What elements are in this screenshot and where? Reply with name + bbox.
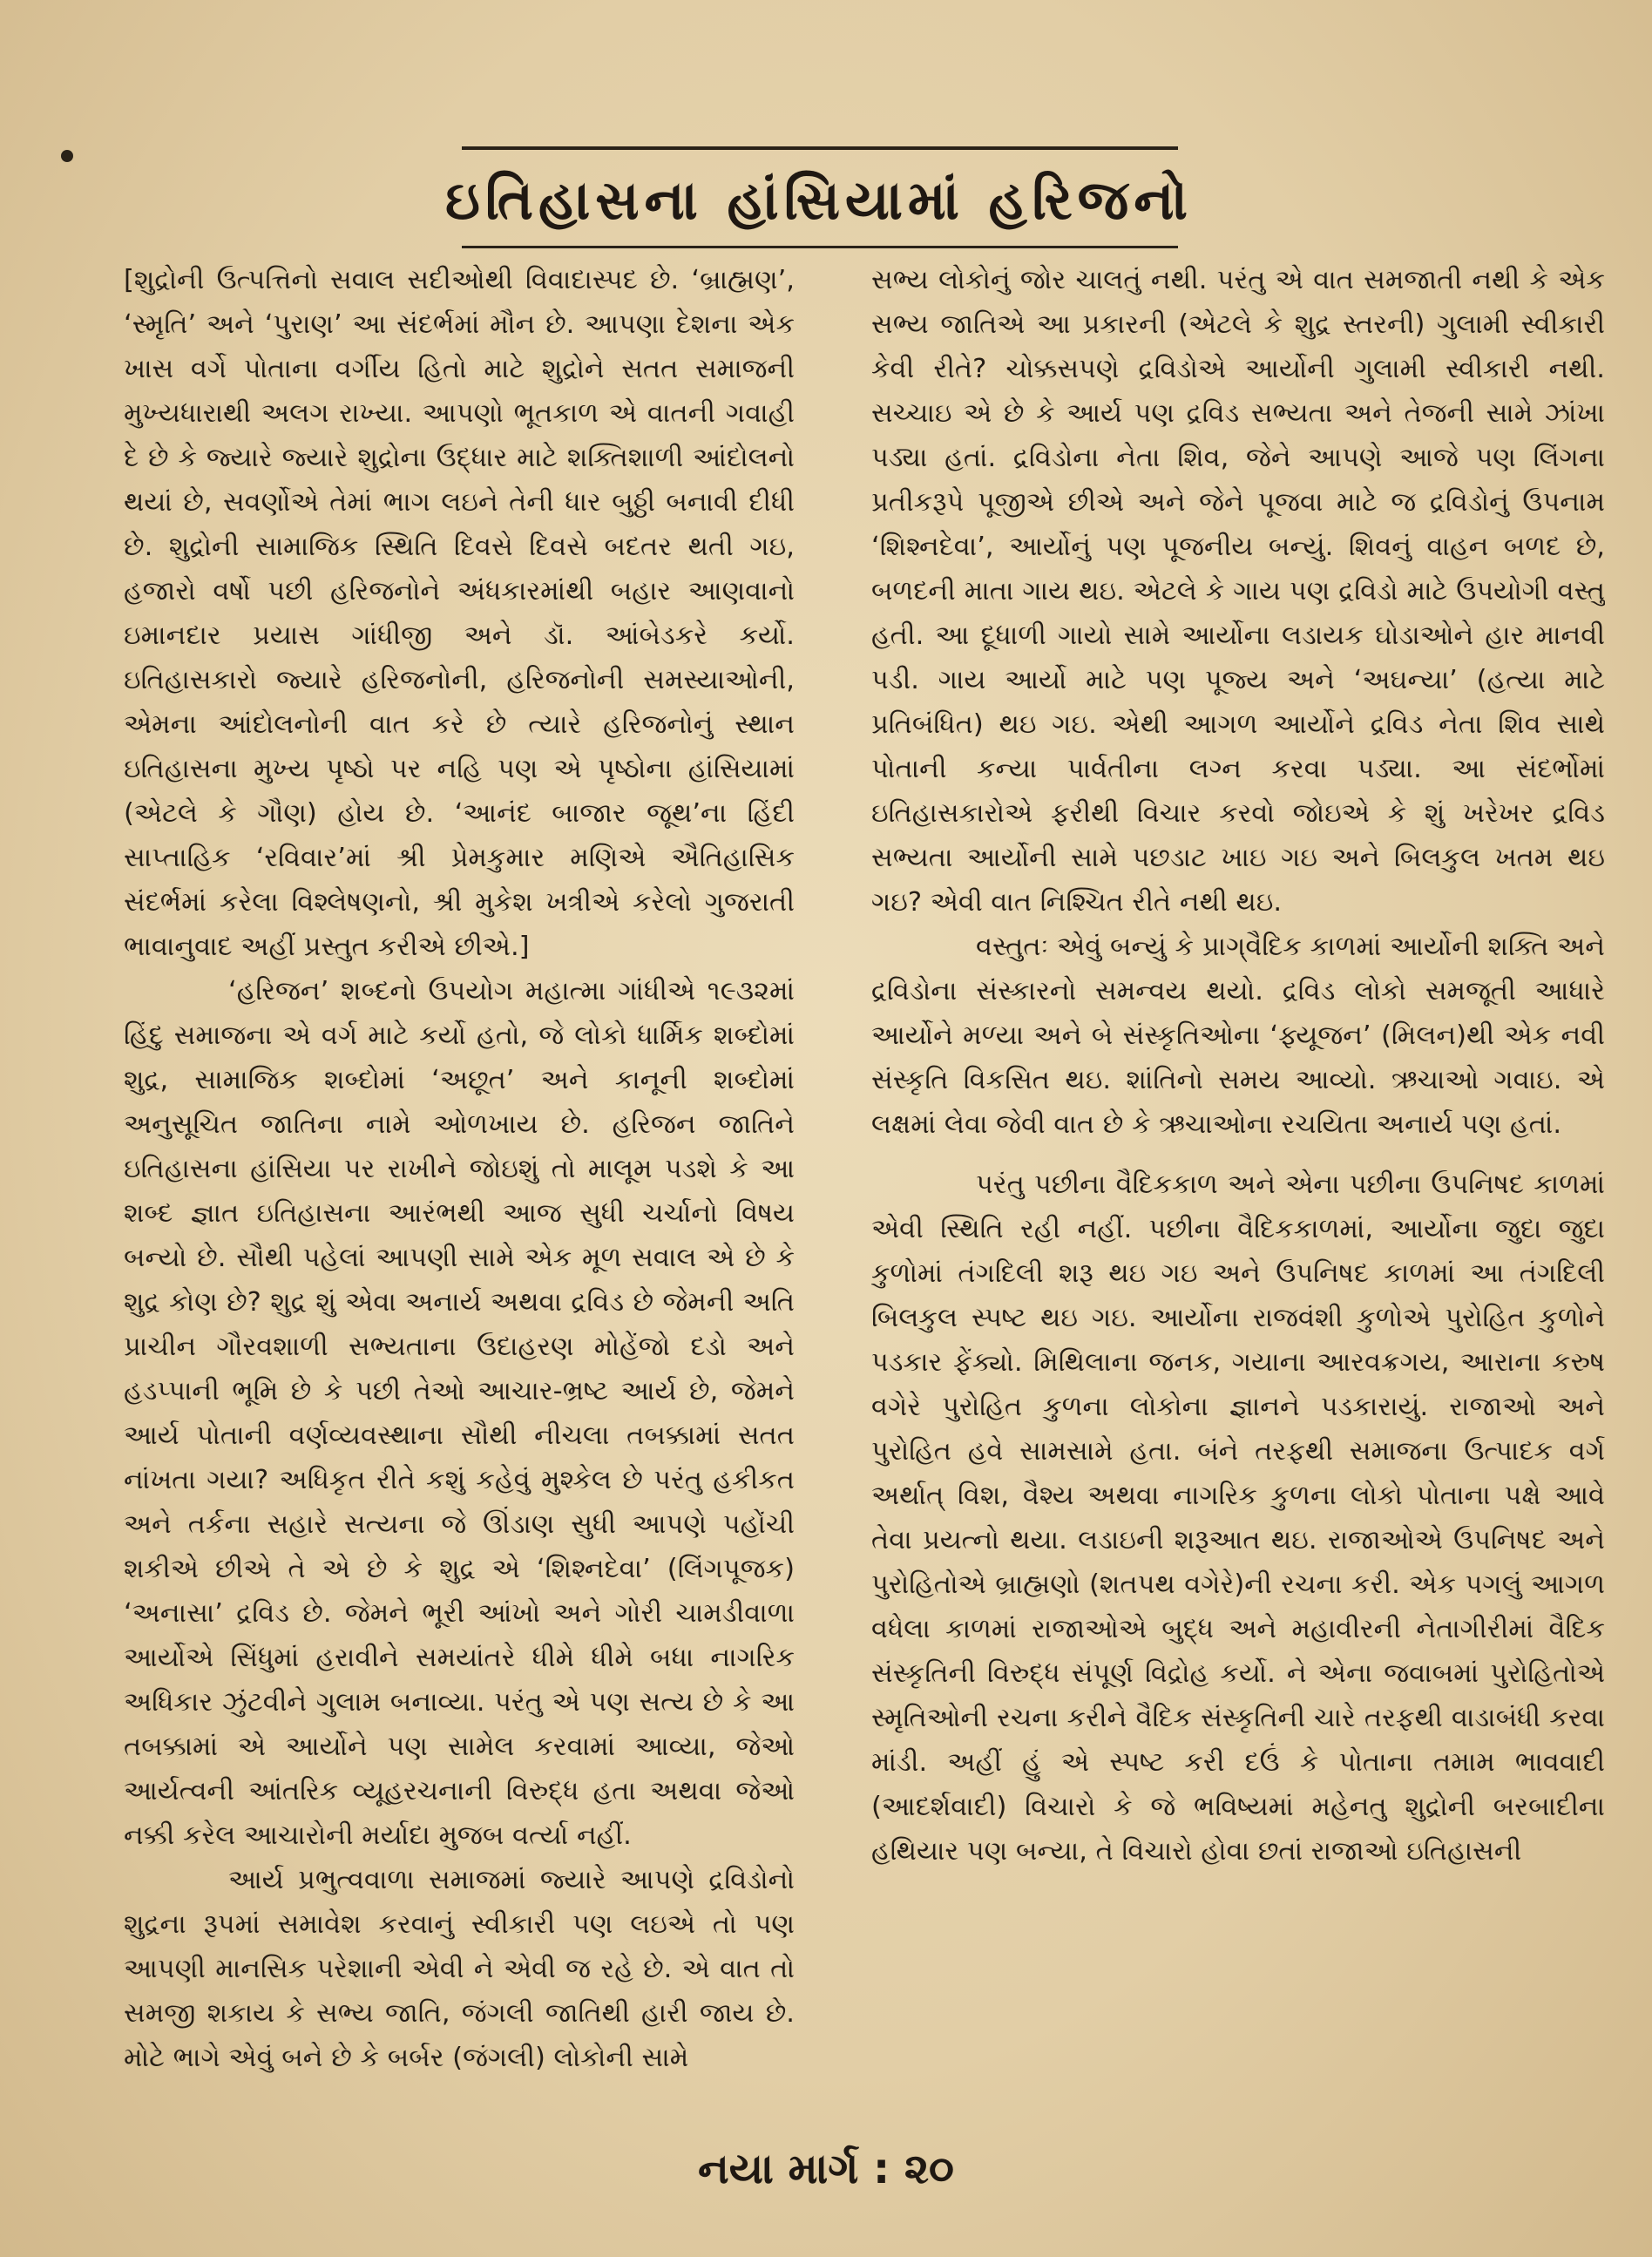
body-paragraph: ‘હરિજન’ શબ્દનો ઉપયોગ મહાત્મા ગાંધીએ ૧૯૩૨માં હિંદુ સમાજના એ વર્ગ માટે કર્યો હતો, જે લોકો ધાર્મિક શબ્દોમાં શુદ્ર, સામાજિક શબ્દોમાં ‘અછૂત’ અને કાનૂની શબ્દોમાં અનુસૂચિત જાતિના નામે ઓળખાય છે. હરિજન જાતિને ઇતિહાસના હાંસિયા પર રાખીને જોઇશું તો માલૂમ પડશે કે આ શબ્દ જ્ઞાત ઇતિહાસના આરંભથી આજ સુધી ચર્ચાનો વિષય બન્યો છે. સૌથી પહેલાં આપણી સામે એક મૂળ સવાલ એ છે કે શુદ્ર કોણ છે? શુદ્ર શું એવા અનાર્ય અથવા દ્રવિડ છે જેમની અતિ પ્રાચીન ગૌરવશાળી સભ્યતાના ઉદાહરણ મોહેંજો દડો અને હડપ્પાની ભૂમિ છે કે પછી તેઓ આચાર-ભ્રષ્ટ આર્ય છે, જેમને આર્ય પોતાની વર્ણવ્યવસ્થાના સૌથી નીચલા તબક્કામાં સતત નાંખતા ગયા? અધિકૃત રીતે કશું કહેવું મુશ્કેલ છે પરંતુ હકીકત અને તર્કના સહારે સત્યના જે ઊંડાણ સુધી આપણે પહોંચી શકીએ છીએ તે એ છે કે શુદ્ર એ ‘શિશ્નદેવા’ (લિંગપૂજક) ‘અનાસા’ દ્રવિડ છે. જેમને ભૂરી આંખો અને ગોરી ચામડીવાળા આર્યોએ સિંધુમાં હરાવીને સમયાંતરે ધીમે ધીમે બધા નાગરિક અધિકાર ઝુંટવીને ગુલામ બનાવ્યા. પરંતુ એ પણ સત્ય છે કે આ તબક્કામાં એ આર્યોને પણ સામેલ કરવામાં આવ્યા, જેઓ આર્યત્વની આંતરિક વ્યૂહરચનાની વિરુદ્ધ હતા અથવા જેઓ નક્કી કરેલ આચારોની મર્યાદા મુજબ વર્ત્યા નહીં. [124,976,795,1851]
body-paragraph: વસ્તુતઃ એવું બન્યું કે પ્રાગ્‌વૈદિક કાળમાં આર્યોની શક્તિ અને દ્રવિડોના સંસ્કારનો સમન્વય થયો. દ્રવિડ લોકો સમજૂતી આધારે આર્યોને મળ્યા અને બે સંસ્કૃતિઓના ‘ફ્યૂજન’ (મિલન)થી એક નવી સંસ્કૃતિ વિકસિત થઇ. શાંતિનો સમય આવ્યો. ઋચાઓ ગવાઇ. એ લક્ષમાં લેવા જેવી વાત છે કે ઋચાઓના રચયિતા અનાર્ય પણ હતાં. [871,932,1605,1140]
intro-paragraph: [શુદ્રોની ઉત્પત્તિનો સવાલ સદીઓથી વિવાદાસ્પદ છે. ‘બ્રાહ્મણ’, ‘સ્મૃતિ’ અને ‘પુરાણ’ આ સંદર્ભમાં મૌન છે. આપણા દેશના એક ખાસ વર્ગે પોતાના વર્ગીય હિતો માટે શુદ્રોને સતત સમાજની મુખ્યધારાથી અલગ રાખ્યા. આપણો ભૂતકાળ એ વાતની ગવાહી દે છે કે જ્યારે જ્યારે શુદ્રોના ઉદ્ધાર માટે શક્તિશાળી આંદોલનો થયાં છે, સવર્ણોએ તેમાં ભાગ લઇને તેની ધાર બુઠ્ઠી બનાવી દીધી છે. શુદ્રોની સામાજિક સ્થિતિ દિવસે દિવસે બદતર થતી ગઇ, હજારો વર્ષો પછી હરિજનોને અંધકારમાંથી બહાર આણવાનો ઇમાનદાર પ્રયાસ ગાંધીજી અને ડૉ. આંબેડકરે કર્યો. ઇતિહાસકારો જ્યારે હરિજનોની, હરિજનોની સમસ્યાઓની, એમના આંદોલનોની વાત કરે છે ત્યારે હરિજનોનું સ્થાન ઇતિહાસના મુખ્ય પૃષ્ઠો પર નહિ પણ એ પૃષ્ઠોના હાંસિયામાં (એટલે કે ગૌણ) હોય છે. ‘આનંદ બાજાર જૂથ’ના હિંદી સાપ્તાહિક ‘રવિવાર’માં શ્રી પ્રેમકુમાર મણિએ ઐતિહાસિક સંદર્ભમાં કરેલા વિશ્લેષણનો, શ્રી મુકેશ ખત્રીએ કરેલો ગુજરાતી ભાવાનુવાદ અહીં પ્રસ્તુત કરીએ છીએ.] [124,265,795,962]
body-paragraph: પરંતુ પછીના વૈદિકકાળ અને એના પછીના ઉપનિષદ કાળમાં એવી સ્થિતિ રહી નહીં. પછીના વૈદિકકાળમાં, આર્યોના જુદા જુદા કુળોમાં તંગદિલી શરૂ થઇ ગઇ અને ઉપનિષદ કાળમાં આ તંગદિલી બિલકુલ સ્પષ્ટ થઇ ગઇ. આર્યોના રાજવંશી કુળોએ પુરોહિત કુળોને પડકાર ફેંક્યો. મિથિલાના જનક, ગયાના આરવક્રગય, આરાના કરુષ વગેરે પુરોહિત કુળના લોકોના જ્ઞાનને પડકારાયું. રાજાઓ અને પુરોહિત હવે સામસામે હતા. બંને તરફથી સમાજના ઉત્પાદક વર્ગ અર્થાત્ વિશ, વૈશ્ય અથવા નાગરિક કુળના લોકો પોતાના પક્ષે આવે તેવા પ્રયત્નો થયા. લડાઇની શરૂઆત થઇ. રાજાઓએ ઉપનિષદ અને પુરોહિતોએ બ્રાહ્મણો (શતપથ વગેરે)ની રચના કરી. એક પગલું આગળ વધેલા કાળમાં રાજાઓએ બુદ્ધ અને મહાવીરની નેતાગીરીમાં વૈદિક સંસ્કૃતિની વિરુદ્ધ સંપૂર્ણ વિદ્રોહ કર્યો. ને એના જવાબમાં પુરોહિતોએ સ્મૃતિઓની રચના કરીને વૈદિક સંસ્કૃતિની ચારે તરફથી વાડાબંધી કરવા માંડી. અહીં હું એ સ્પષ્ટ કરી દઉં કે પોતાના તમામ ભાવવાદી (આદર્શવાદી) વિચારો કે જે ભવિષ્યમાં મહેનતુ શુદ્રોની બરબાદીના હથિયાર પણ બન્યા, તે વિચારો હોવા છતાં રાજાઓ ઇતિહાસની [871,1169,1605,1867]
right-column [871,258,1605,2097]
corner-dot [61,150,73,162]
title-top-rule [462,146,1178,150]
article-title: ઇતિહાસના હાંસિયામાં હરિજનો [445,168,1193,232]
left-column [124,258,795,2097]
page-footer: નયા માર્ગ : ૨૦ [698,2145,954,2193]
body-paragraph: સભ્ય લોકોનું જોર ચાલતું નથી. પરંતુ એ વાત સમજાતી નથી કે એક સભ્ય જાતિએ આ પ્રકારની (એટલે કે શુદ્ર સ્તરની) ગુલામી સ્વીકારી કેવી રીતે? ચોક્કસપણે દ્રવિડોએ આર્યોની ગુલામી સ્વીકારી નથી. સચ્ચાઇ એ છે કે આર્ય પણ દ્રવિડ સભ્યતા અને તેજની સામે ઝાંખા પડ્યા હતાં. દ્રવિડોના નેતા શિવ, જેને આપણે આજે પણ લિંગના પ્રતીકરૂપે પૂજીએ છીએ અને જેને પૂજવા માટે જ દ્રવિડોનું ઉપનામ ‘શિશ્નદેવા’, આર્યોનું પણ પૂજનીય બન્યું. શિવનું વાહન બળદ છે, બળદની માતા ગાય થઇ. એટલે કે ગાય પણ દ્રવિડો માટે ઉપયોગી વસ્તુ હતી. આ દૂધાળી ગાયો સામે આર્યોના લડાયક ઘોડાઓને હાર માનવી પડી. ગાય આર્યો માટે પણ પૂજ્ય અને ‘અઘન્યા’ (હત્યા માટે પ્રતિબંધિત) થઇ ગઇ. એથી આગળ આર્યોને દ્રવિડ નેતા શિવ સાથે પોતાની કન્યા પાર્વતીના લગ્ન કરવા પડ્યા. આ સંદર્ભોમાં ઇતિહાસકારોએ ફરીથી વિચાર કરવો જોઇએ કે શું ખરેખર દ્રવિડ સભ્યતા આર્યોની સામે પછડાટ ખાઇ ગઇ અને બિલકુલ ખતમ થઇ ગઇ? એવી વાત નિશ્ચિત રીતે નથી થઇ. [871,265,1605,918]
title-bottom-rule [462,246,1178,248]
body-paragraph: આર્ય પ્રભુત્વવાળા સમાજમાં જ્યારે આપણે દ્રવિડોનો શુદ્રના રૂપમાં સમાવેશ કરવાનું સ્વીકારી પણ લઇએ તો પણ આપણી માનસિક પરેશાની એવી ને એવી જ રહે છે. એ વાત તો સમજી શકાય કે સભ્ય જાતિ, જંગલી જાતિથી હારી જાય છે. મોટે ભાગે એવું બને છે કે બર્બર (જંગલી) લોકોની સામે [124,1865,795,2073]
